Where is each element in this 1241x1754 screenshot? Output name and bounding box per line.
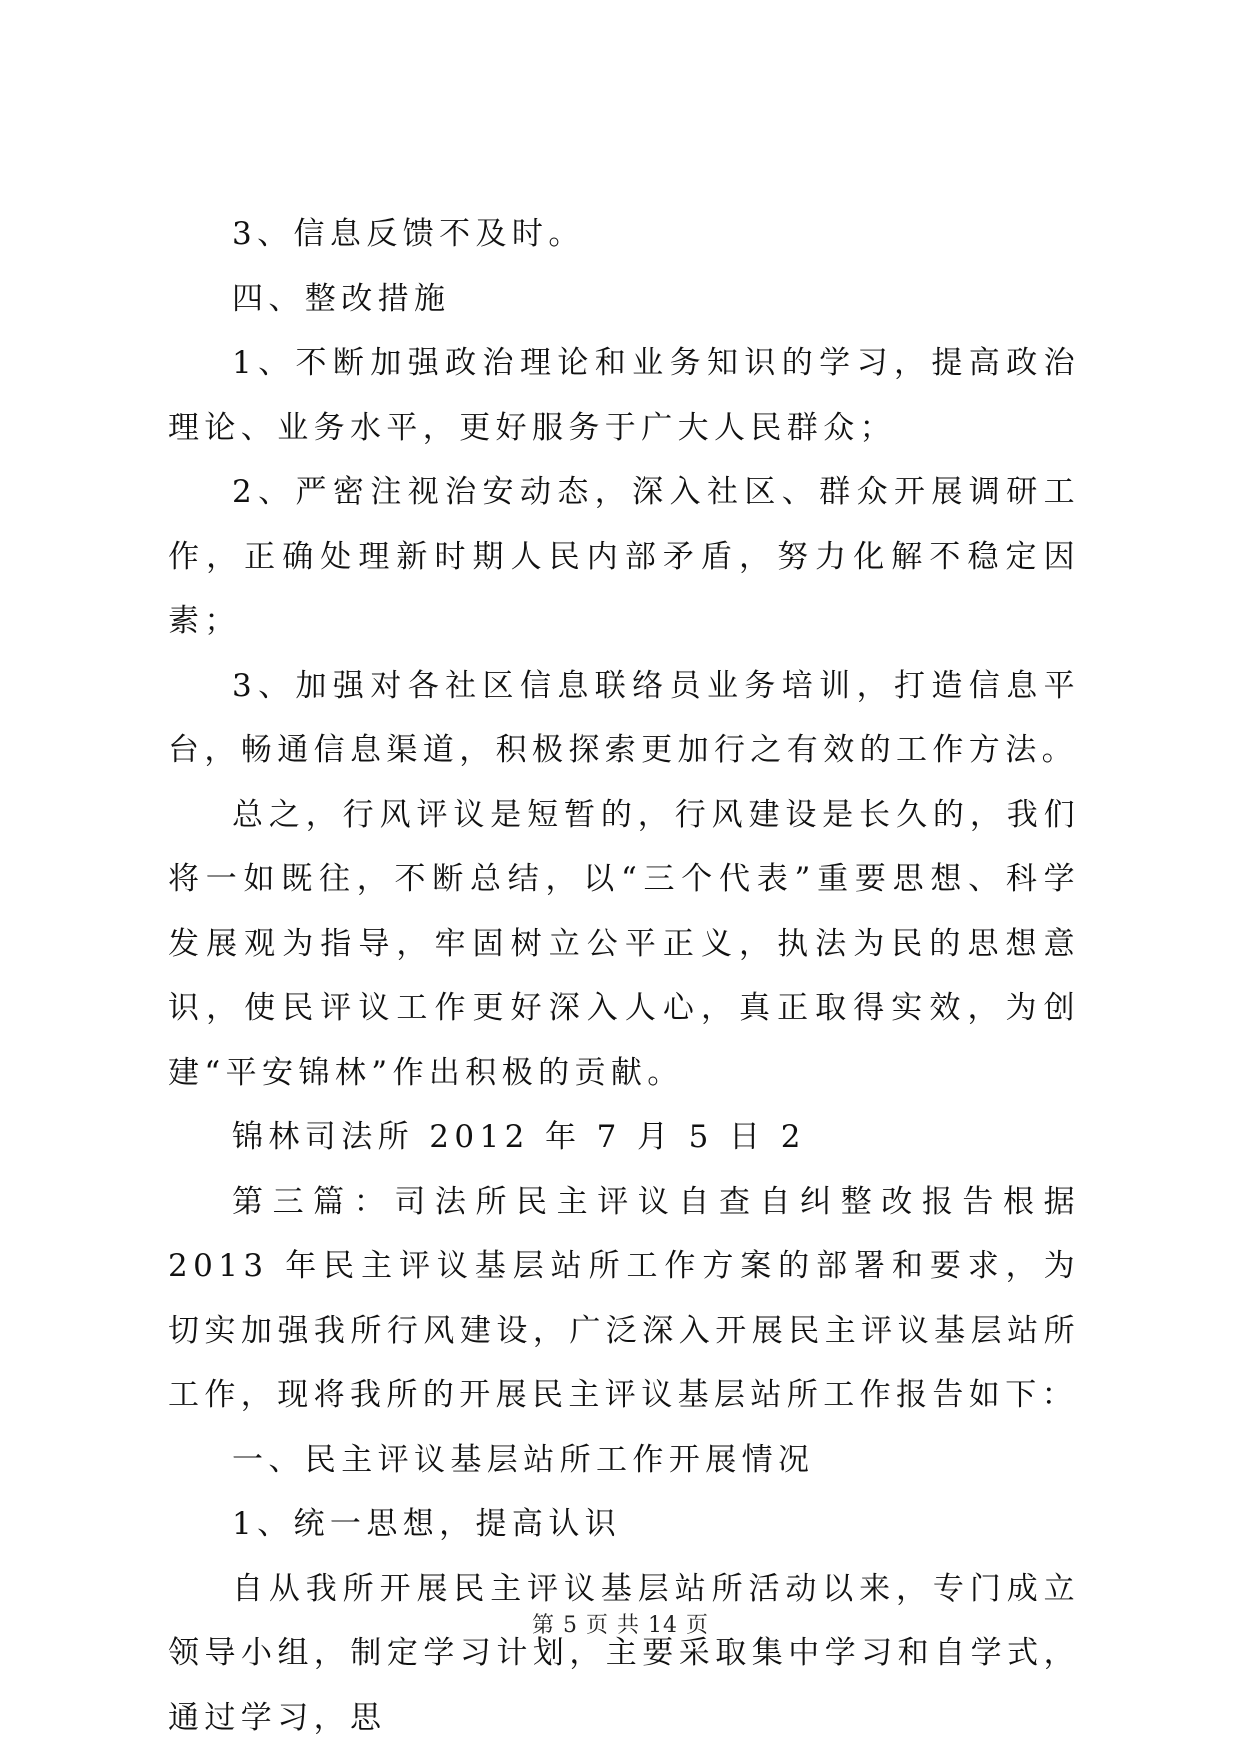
section-heading: 四、整改措施 [232,280,451,317]
subsection-heading: 1、统一思想，提高认识 [232,1506,622,1542]
section-heading: 一、民主评议基层站所工作开展情况 [232,1441,815,1478]
signature-line: 锦林司法所 2012 年 7 月 5 日 2 [232,1119,806,1155]
paragraph: 3、加强对各社区信息联络员业务培训，打造信息平台，畅通信息渠道，积极探索更加行之有效的工作方法。 [168,667,1080,768]
paragraph: 总之，行风评议是短暂的，行风建设是长久的，我们将一如既往，不断总结，以“三个代表”重要思想、科学发展观为指导，牢固树立公平正义，执法为民的思想意识，使民评议工作更好深入人心，真正取得实效，为创建“平安锦林”作出积极的贡献。 [168,796,1080,1091]
paragraph: 3、信息反馈不及时。 [232,216,585,252]
paragraph: 2、严密注视治安动态，深入社区、群众开展调研工作，正确处理新时期人民内部矛盾，努力化解不稳定因素； [168,474,1080,639]
document-body [168,202,1080,1750]
paragraph: 第三篇：司法所民主评议自查自纠整改报告根据 2013 年民主评议基层站所工作方案的部署和要求，为切实加强我所行风建设，广泛深入开展民主评议基层站所工作，现将我所的开展民主评议基层站所工作报告如下： [168,1183,1080,1413]
paragraph: 自从我所开展民主评议基层站所活动以来，专门成立领导小组，制定学习计划，主要采取集中学习和自学式，通过学习，思 [168,1570,1080,1736]
page-footer: 第 5 页 共 14 页 [532,1613,709,1638]
paragraph: 1、不断加强政治理论和业务知识的学习，提高政治理论、业务水平，更好服务于广大人民群众； [168,345,1080,446]
